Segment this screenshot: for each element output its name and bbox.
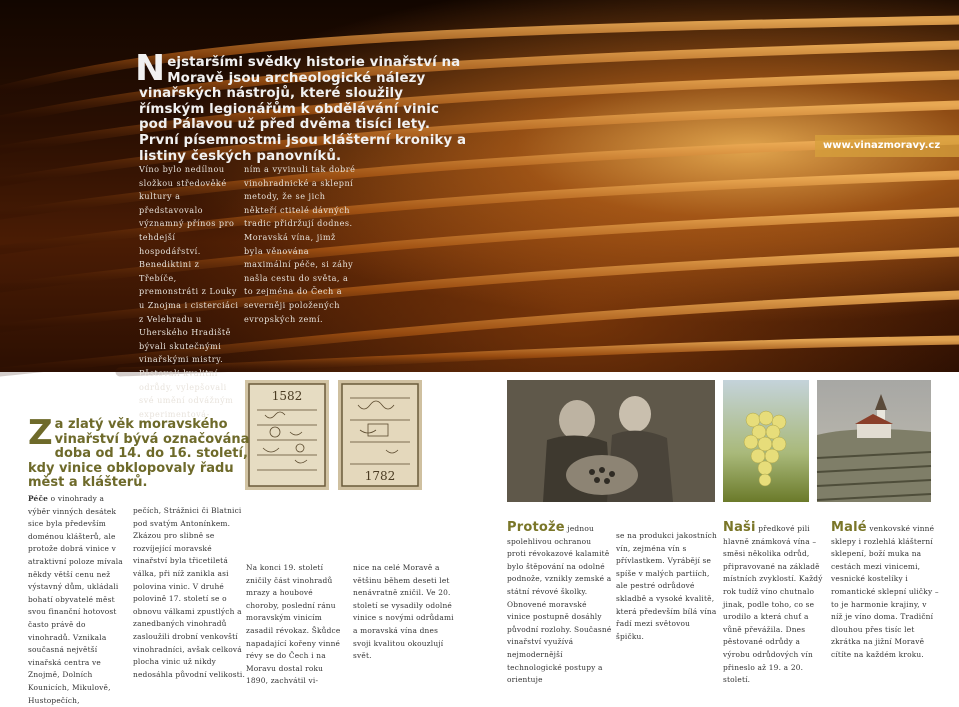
body-column-6: se na produkci jakostních vín, zejména vín s přívlastkem. Vyrábějí se spíše v malých partiích, ale pestré odrůdové skladbě a vysoké kvalitě, která především bílá vína řadí mezi světovou špičku. xyxy=(616,531,717,641)
body-column-4: nice na celé Moravě a většinu během deseti let nenávratně zničil. Ve 20. století se vysadily odolné vinice s novými odrůdami a moravská vína dnes svoji kvalitou okouzlují svět. xyxy=(353,563,454,661)
body-column-7 xyxy=(723,522,823,687)
body-text-5: jednou spolehlivou ochranou proti révokazové kalamitě bylo štěpování na odolné podnože, vznikly zemské a státní révové školky. Obnovené moravské vinice postupně dosáhly původní rozlohy. Současné vinařství využívá nejmodernější technologické postupy a orientuje xyxy=(507,524,612,685)
woodcut-year-top: 1582 xyxy=(271,389,303,403)
body-lead-protoze: Protože xyxy=(507,520,565,535)
woodcut-illustration-right xyxy=(338,380,422,490)
subhead-text: a zlatý věk moravského vinařství bývá označována doba od 14. do 16. století, kdy vinice obklopovaly řadu měst a klášterů. xyxy=(28,417,250,491)
subhead-dropcap: Z xyxy=(28,413,53,453)
harvest-women-photo xyxy=(507,380,715,502)
hero-headline xyxy=(135,48,469,164)
body-lead-nasi: Naši xyxy=(723,520,756,535)
body-lead-pece: Péče xyxy=(28,494,49,503)
headline-text: ejstaršími svědky historie vinařství na Moravě jsou archeologické nálezy vinařských nástrojů, které sloužily římským legionářům k obdělávání vinic pod Pálavou už před dvěma tisíci lety. První písemnostmi jsou klášterní kroniky a listiny českých panovníků. xyxy=(139,55,467,164)
body-lead-male: Malé xyxy=(831,520,867,535)
grapes-photo xyxy=(723,380,809,502)
hero-column-2: ním a vyvinuli tak dobré vinohradnické a sklepní metody, že se jich někteří ctitelé dávných tradic přidržují dodnes. Moravská vína, jimž byla věnována maximální péče, si záhy našla cestu do světa, a to zejména do Čech a severněji položených evropských zemí. xyxy=(244,164,356,324)
body-column-2: pečích, Strážnici či Blatnici pod svatým Antonínkem. Zkázou pro slibně se rozvíjející moravské vinařství byla třicetiletá válka, při níž zanikla asi polovina vinic. V druhé polovině 17. století se o obnovu válkami zpustlých a zanedbaných vinohradů zasloužili drobní venkovští vinohradníci, avšak celková plocha vinic už nikdy nedosáhla původní velikosti. xyxy=(133,506,245,679)
body-column-8 xyxy=(831,522,939,662)
body-column-1 xyxy=(28,493,128,707)
woodcut-year-bottom: 1782 xyxy=(364,469,396,483)
hero-column-1: Víno bylo nedílnou složkou středověké kultury a představovalo významný přínos pro tehdejší hospodářství. Benediktini z Třebíče, premonstráti z Louky u Znojma i cisterciáci z Velehradu u Uherského Hradiště bývali skutečnými vinařskými mistry. Pěstovali kvalitní odrůdy, vylepšovali své umění odvážným experimentová- xyxy=(139,164,239,419)
website-link[interactable]: www.vinazmoravy.cz xyxy=(815,135,959,157)
section-subheading xyxy=(28,413,258,491)
body-text-8: venkovské vinné sklepy i rozlehlá klášterní sklepení, boží muka na cestách mezi vinicemi, vesnické kostelíky i romantické sklepní uličky – to je harmonie krajiny, v níž je víno doma. Tradiční dlouhou přes tisíc let zkrátka na jižní Moravě cítíte na každém kroku. xyxy=(831,524,939,659)
village-church-photo xyxy=(817,380,931,502)
body-column-5 xyxy=(507,522,612,687)
body-text-1: o vinohrady a výběr vinných desátek sice byla především doménou klášterů, ale protože dobrá vinice v atraktivní poloze mívala někdy větší cenu než výstavný dům, ukládali bohatí obyvatelé měst svou finanční hotovost často právě do vinohradů. Vznikala současná největší vinařská centra ve Znojmě, Dolních Kounicích, Mikulově, Hustopečích, xyxy=(28,494,123,705)
headline-dropcap: N xyxy=(135,48,166,89)
body-text-7: předkové pili hlavně známková vína – směsi několika odrůd, připravované na základě místních zvyklostí. Každý rok tudíž víno chutnalo jinak, podle toho, co se urodilo a která chuť a vůně převážila. Dnes pěstované odrůdy a výrobu odrůdových vín přineslo až 19. a 20. století. xyxy=(723,524,823,685)
body-column-3: Na konci 19. století zničily část vinohradů mrazy a houbové choroby, poslední ránu moravským vinicím zasadil révokaz. Škůdce napadající kořeny vinné révy se do Čech i na Moravu dostal roku 1890, zachvátil vi- xyxy=(246,563,341,686)
